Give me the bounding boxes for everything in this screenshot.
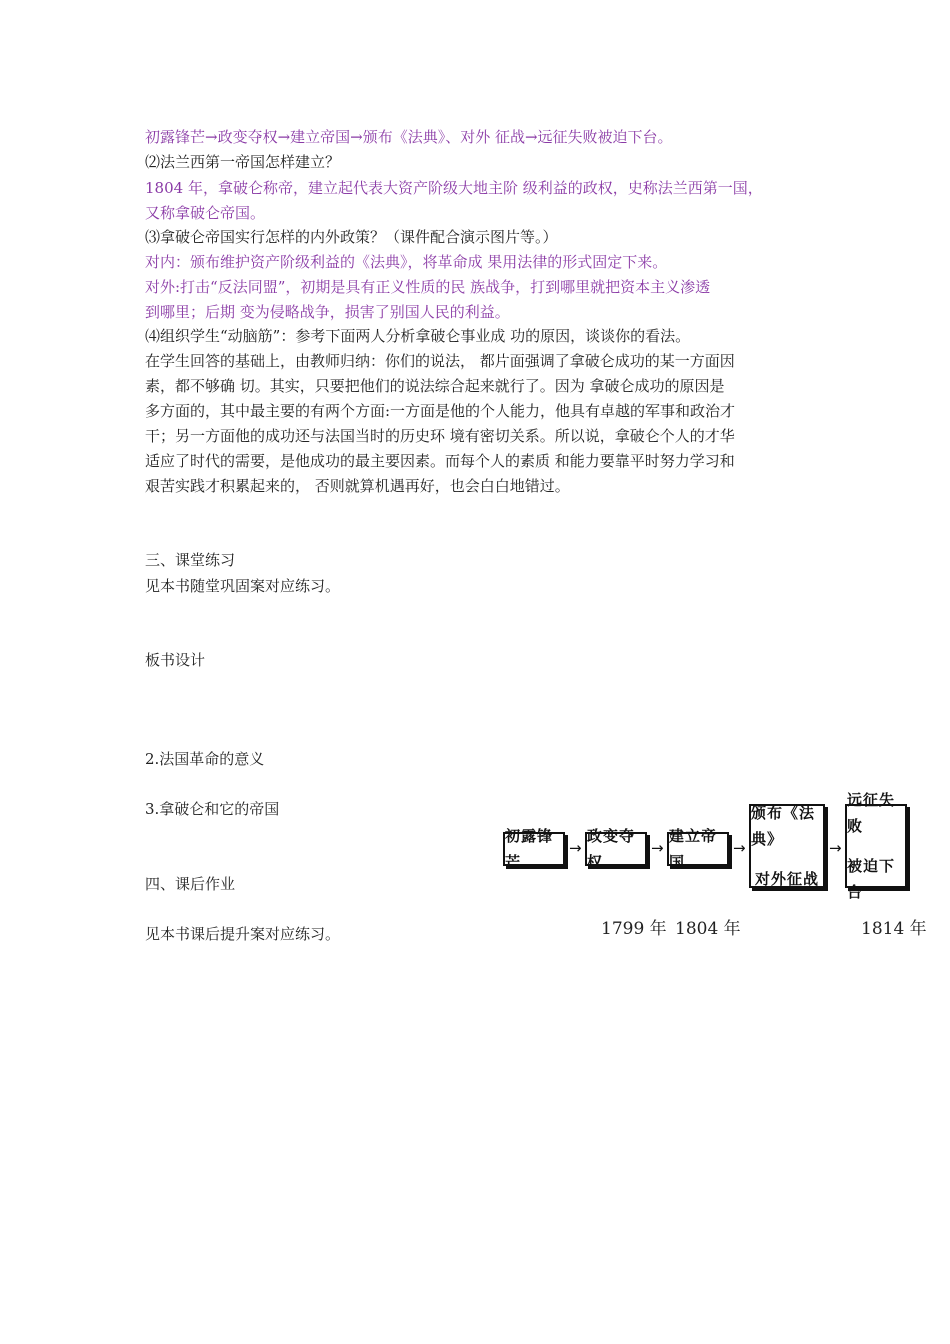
diagram-box-label: 颁布《法典》 — [751, 804, 816, 848]
text-line: 素，都不够确 切。其实，只要把他们的说法综合起来就行了。因为 拿破仑成功的原因是 — [145, 377, 725, 395]
diagram-box-label: 政变夺权 — [587, 827, 636, 871]
diagram-box — [667, 827, 729, 871]
text-line: 见本书随堂巩固案对应练习。 — [145, 577, 341, 595]
section-heading: 四、课后作业 — [145, 875, 236, 893]
diagram-box-label: 对外征战 — [754, 870, 819, 888]
text-line: 2.法国革命的意义 — [145, 750, 265, 768]
diagram-box-label: 建立帝国 — [669, 827, 718, 871]
arrow-icon: → — [829, 839, 842, 857]
text-line: 见本书课后提升案对应练习。 — [145, 925, 341, 943]
diagram-box — [749, 804, 825, 888]
text-line: 艰苦实践才积累起来的， 否则就算机遇再好，也会白白地错过。 — [145, 477, 570, 495]
section-heading: 板书设计 — [145, 651, 206, 669]
text-line: 初露锋芒→政变夺权→建立帝国→颁布《法典》、对外 征战→远征失败被迫下台。 — [145, 128, 673, 146]
year-label: 1799 年 — [601, 919, 667, 939]
text-line: 3.拿破仑和它的帝国 — [145, 800, 280, 818]
arrow-icon: → — [569, 839, 582, 857]
section-heading: 三、课堂练习 — [145, 551, 236, 569]
text-line: 1804 年，拿破仑称帝，建立起代表大资产阶级大地主阶 级利益的政权，史称法兰西第一国， — [145, 179, 763, 197]
diagram-box-label: 被迫下台 — [847, 857, 896, 901]
diagram-box-label: 初露锋芒 — [505, 827, 554, 871]
diagram-box — [585, 827, 647, 871]
diagram-box-label: 远征失败 — [847, 791, 896, 835]
text-line: 适应了时代的需要，是他成功的最主要因素。而每个人的素质 和能力要靠平时努力学习和 — [145, 452, 735, 470]
diagram-box — [503, 827, 565, 871]
question-heading: ⑵法兰西第一帝国怎样建立？ — [145, 153, 341, 171]
text-line: 对外:打击“反法同盟”，初期是具有正义性质的民 族战争，打到哪里就把资本主义渗透 — [145, 278, 711, 296]
year-label: 1814 年 — [861, 919, 927, 939]
text-line: 对内：颁布维护资产阶级利益的《法典》，将革命成 果用法律的形式固定下来。 — [145, 253, 668, 271]
year-label: 1804 年 — [675, 919, 741, 939]
text-line: 到哪里；后期 变为侵略战争，损害了别国人民的利益。 — [145, 303, 510, 321]
text-line: 在学生回答的基础上，由教师归纳：你们的说法， 都片面强调了拿破仑成功的某一方面因 — [145, 352, 735, 370]
question-heading: ⑷组织学生“动脑筋”：参考下面两人分析拿破仑事业成 功的原因，谈谈你的看法。 — [145, 327, 691, 345]
text-line: 又称拿破仑帝国。 — [145, 204, 266, 222]
text-line: 多方面的，其中最主要的有两个方面:一方面是他的个人能力，他具有卓越的军事和政治才 — [145, 402, 736, 420]
arrow-icon: → — [733, 839, 746, 857]
question-heading: ⑶拿破仑帝国实行怎样的内外政策？（课件配合演示图片等。） — [145, 228, 558, 246]
arrow-icon: → — [651, 839, 664, 857]
diagram-box — [845, 791, 907, 901]
text-line: 干；另一方面他的成功还与法国当时的历史环 境有密切关系。所以说，拿破仑个人的才华 — [145, 427, 735, 445]
